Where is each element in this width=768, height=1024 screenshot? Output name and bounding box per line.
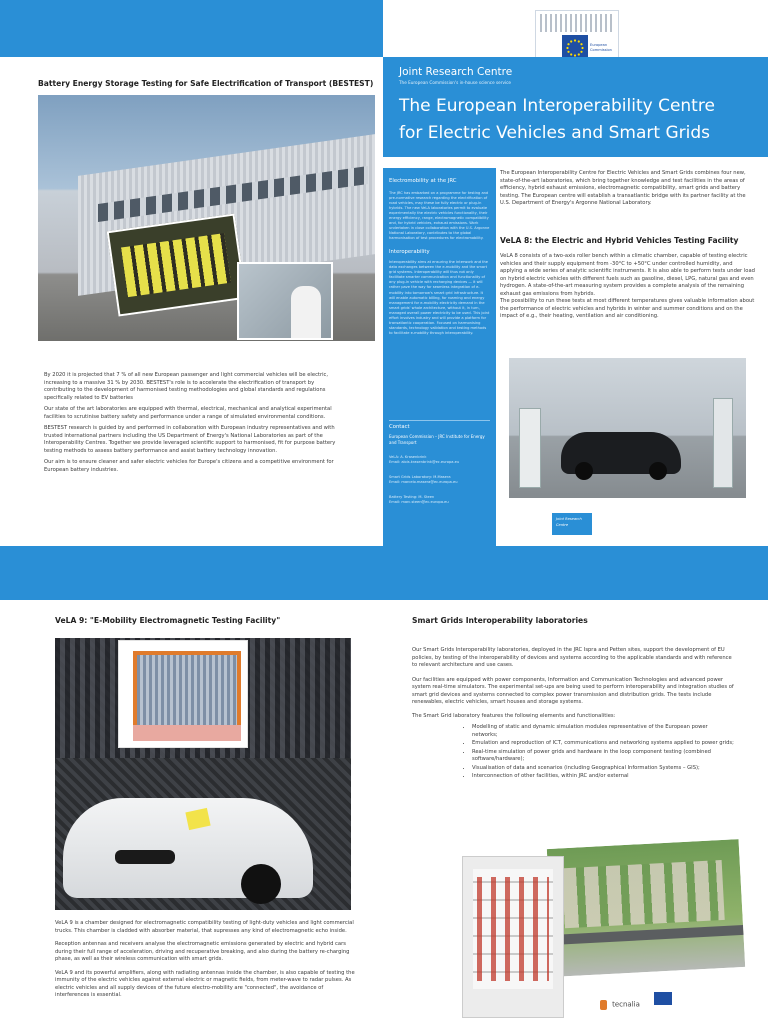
contact-title: Contact <box>389 424 410 430</box>
contact-email[interactable]: Email: alois.krasenbrink@ec.europa.eu <box>389 460 460 465</box>
jrc-org-sub: The European Commission's in-house science service <box>399 80 511 85</box>
smartgrids-heading: Smart Grids Interoperability laboratories <box>412 616 588 625</box>
contact-org: European Commission – JRC Institute for Energy and Transport <box>389 434 485 445</box>
chamber-floor <box>133 725 241 741</box>
page-title-line2: for Electric Vehicles and Smart Grids <box>399 123 710 143</box>
jrc-badge <box>552 513 592 535</box>
control-cabinet-photo <box>462 856 564 1018</box>
model-road <box>551 925 743 945</box>
bullet-item: • Real-time simulation of power grids and hardware in the loop component testing (combined software/hardware); <box>472 749 734 764</box>
tecnalia-icon <box>600 1000 607 1010</box>
ec-building-icon <box>540 14 614 32</box>
eu-flag-icon <box>654 992 672 1005</box>
vela9-paragraph: VeLA 9 and its powerful amplifiers, along with radiating antennas inside the chamber, is also capable of testing the immunity of the electric vehicles against external electric or magnetic fields, from meter-wave to radar pulses. As electric vehicles and all supply devices of the future electro-mobility are "connected", the avoidance of interferences is essential. <box>55 969 355 999</box>
researcher-figure <box>291 286 321 338</box>
smartgrids-paragraph: Our Smart Grids Interoperability laboratories, deployed in the JRC Ispra and Petten sites, support the development of EU policies, by testing of the interoperability of devices and systems according to the applicable standards and with reference to relevant architecture and use cases. <box>412 647 732 669</box>
contact-divider <box>389 420 490 421</box>
vela8-heading: VeLA 8: the Electric and Hybrid Vehicles Testing Facility <box>500 236 739 245</box>
bestest-paragraph: By 2020 it is projected that 7 % of all new European passenger and light commercial vehicles will be electric, increasing to a massive 31 % by 2030. BESTEST's role is to accelerate the electrification of transport by contributing to the development of harmonised testing methodologies and global standards and regulations specifically related to EV batteries <box>44 372 329 401</box>
contact-name: Battery Testing: M. Steen <box>389 495 435 500</box>
contact-email[interactable]: Email: marcelo.masera@ec.europa.eu <box>389 480 458 485</box>
contact-block <box>389 424 493 505</box>
charging-station <box>713 398 733 488</box>
page-title-line1: The European Interoperability Centre <box>399 96 715 116</box>
bestest-text <box>44 372 346 478</box>
sidebar <box>383 168 496 546</box>
model-houses <box>562 860 725 928</box>
car-wheel <box>649 462 667 480</box>
contact-name: VeLA: A. Krasenbrink <box>389 455 427 460</box>
smartgrids-text <box>412 647 734 782</box>
intro-text: The European Interoperability Centre for Electric Vehicles and Smart Grids combines four new, state-of-the-art laboratories, which bring together knowledge and test facilities in the areas of efficiency, hybrid exhaust emissions, electromagnetic compatibility, smart grids and battery testing. The European centre will establish a transatlantic bridge with its partner facility at the U.S. Department of Energy's Argonne National Laboratory. <box>500 170 746 207</box>
car-front-grille <box>115 850 175 864</box>
contact-email[interactable]: Email: marc.steen@ec.europa.eu <box>389 500 449 505</box>
battery-cells-photo <box>107 213 247 316</box>
ec-label <box>590 43 612 52</box>
contact-name: Smart Grids Laboratory: M.Masera <box>389 475 451 480</box>
tecnalia-text: tecnalia <box>612 1000 640 1009</box>
sidebar-text-interoperability: Interoperability aims at ensuring the interwork and the data exchanges between the e-mobility and the smart grid systems. Interoperability will thus not only facilitate smarter communication and functionality of any plug-in vehicle with recharging devices — it will rather pave the way for seamless integration of e-mobility into tomorrow's smart grid infrastructure. It will enable automatic billing, for roaming and energy management for e-mobility electricity demand in the smart grids' whole architecture, without it, in turn, managed overall power electricity to be used. This joint effort involves industry and will provide a platform for transatlantic cooperation. Focused on harmonising standards, technology validation and testing methods to facilitate e-mobility through interoperability. <box>389 260 490 335</box>
sidebar-inner <box>389 178 490 340</box>
vela9-paragraph: Reception antennas and receivers analyse the electromagnetic emissions generated by electric and hybrid cars during their full range of acceleration, driving and recuperative breaking, and also during the battery re-charging phase, as well as their wireless communication with smart grids. <box>55 941 350 963</box>
top-band-left <box>0 0 383 57</box>
bestest-heading: Battery Energy Storage Testing for Safe Electrification of Transport (BESTEST) <box>38 79 374 88</box>
vela8-text <box>500 253 756 321</box>
smartgrids-paragraph: Our facilities are equipped with power components, Information and Communication Technologies and advanced power system real-time simulators. The experimental set-ups are being used to perform interoperability and integration studies of smart grid devices and systems connected to complex power transmission and distribution grids. The tests include renewables, electric vehicles, smart houses and storage systems. <box>412 676 734 706</box>
smartgrids-bullets <box>412 724 734 781</box>
bullet-item: • Visualisation of data and scenarios (including Geographical Information Systems – GIS); <box>472 765 734 773</box>
sidebar-title-electromobility: Electromobility at the JRC <box>389 178 457 184</box>
bestest-paragraph: Our state of the art laboratories are equipped with thermal, electrical, mechanical and analytical experimental facilities to scrutinise battery safety and performance under a range of simulated environmental conditions. <box>44 406 332 420</box>
jrc-badge-line1: Joint Research <box>556 517 582 521</box>
vela9-text <box>55 920 355 1004</box>
sidebar-text-electromobility: The JRC has embarked on a programme for testing and pre-normative research regarding the electrification of road vehicles, may these be fully electric or plug-in hybrids. The new VeLA laboratories permit to evaluate experimentally the electric vehicles functionality, their energy efficiency, range, electromagnetic compatibility and, for hybrid vehicles, exhaust emissions. Work undertaken in close collaboration with the U.S. Argonne National Laboratory, contributes to the global harmonisation of test procedures for electromobility. <box>389 191 490 241</box>
jrc-org: Joint Research Centre <box>399 66 513 78</box>
charging-station <box>519 408 541 488</box>
ec-label-line2: Commission <box>590 47 612 52</box>
vela9-heading: VeLA 9: "E-Mobility Electromagnetic Testing Facility" <box>55 616 281 625</box>
jrc-badge-line2: Centre <box>556 523 569 527</box>
car-wheel <box>575 462 593 480</box>
sidebar-title-interoperability: Interoperability <box>389 249 430 256</box>
vela8-paragraph: The possibility to run these tests at most different temperatures gives valuable information about the performance of electric vehicles and hybrids in winter and summer conditions and on the impact of e.g., their heating, ventilation and air conditioning. <box>500 298 755 320</box>
battery-cells <box>121 233 231 297</box>
vela8-car-photo <box>509 358 746 498</box>
chamber-render <box>118 640 248 748</box>
smartgrid-model-photo <box>545 837 748 979</box>
middle-band <box>0 546 768 600</box>
vela9-paragraph: VeLA 9 is a chamber designed for electromagnetic compatibility testing of light-duty vehicles and light commercial trucks. This chamber is cladded with absorber material, that supresses any kind of electromagnetic echo inside. <box>55 920 354 934</box>
vela8-paragraph: VeLA 8 consists of a two-axis roller bench within a climatic chamber, capable of testing electric vehicles and their supply equipment from -30°C to +50°C under controlled humidity, and applying a wide series of analytic scientific instruments. It is also able to perform tests under load on hybrid electric vehicles with different fuels such as gasoline, diesel, LPG, natural gas and even hydrogen. A state-of-the-art measuring system provides a complete analysis of the remaining exhaust gas emissions from hybrids. <box>500 253 755 297</box>
ec-label-line1: European <box>590 43 608 47</box>
car-wheel <box>241 864 281 904</box>
bullet-item: • Emulation and reproduction of ICT, communications and networking systems applied to power grids; <box>472 740 734 748</box>
glovebox-photo <box>237 262 333 340</box>
bestest-paragraph: BESTEST research is guided by and performed in collaboration with European industry representatives and with trusted international partners including the US Department of Energy's National Laboratories as part of the Interoperability Centres. Together we provide leveraged scientific support to harmonised, fit for purpose battery testing methods to assess battery performance and assist battery technology innovation. <box>44 425 336 454</box>
red-switches <box>477 877 549 981</box>
bullet-item: • Interconnection of other facilities, within JRC and/or external <box>472 773 734 781</box>
title-band <box>383 57 768 157</box>
bestest-paragraph: Our aim is to ensure cleaner and safer electric vehicles for Europe's citizens and a competitive environment for European battery industries. <box>44 459 334 473</box>
bullet-item: • Modelling of static and dynamic simulation modules representative of the European power networks; <box>472 724 734 739</box>
smartgrids-paragraph: The Smart Grid laboratory features the following elements and functionalities: <box>412 712 616 719</box>
tecnalia-logo <box>600 994 640 1009</box>
